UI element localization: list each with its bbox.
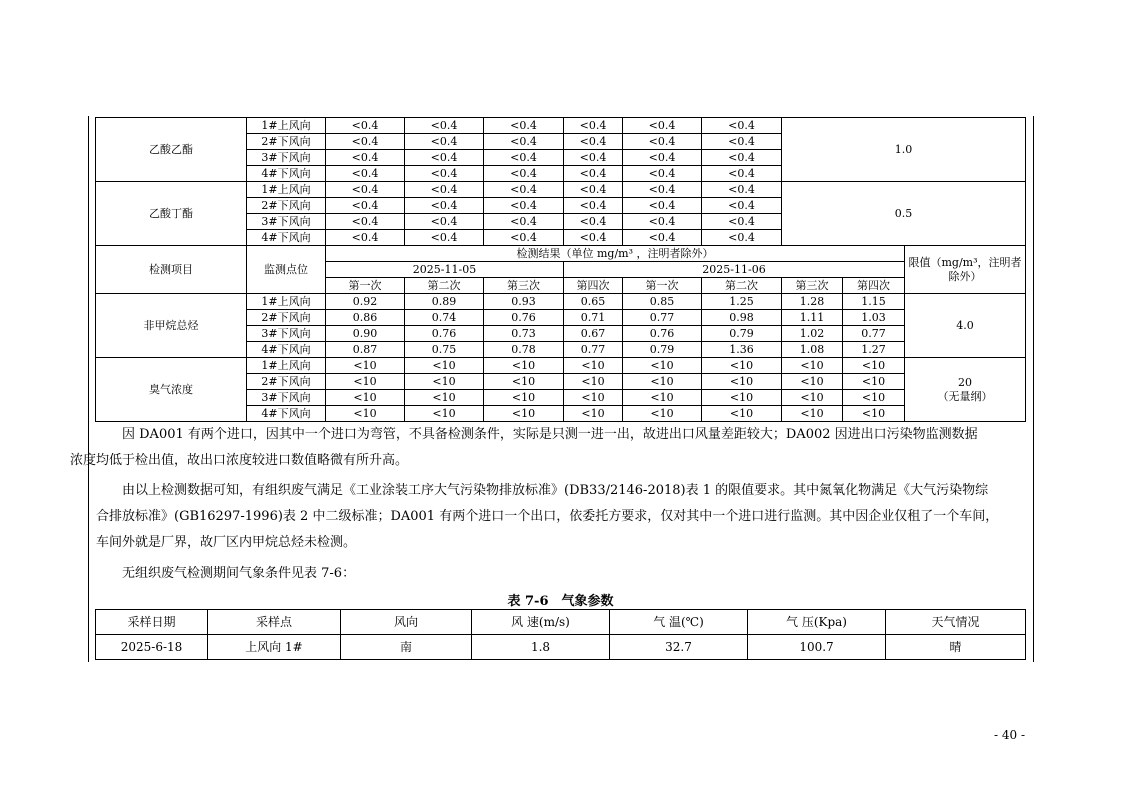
weather-header-cell: 风向	[341, 610, 472, 635]
header-item: 检测项目	[96, 246, 247, 294]
result-value: <0.4	[702, 118, 782, 134]
monitoring-point: 4#下风向	[247, 230, 326, 246]
result-value: <0.4	[405, 118, 484, 134]
result-value: 0.92	[326, 294, 405, 310]
table-row	[96, 182, 1026, 198]
page-number: - 40 -	[993, 728, 1025, 742]
result-value: <0.4	[623, 198, 702, 214]
monitoring-point: 4#下风向	[247, 342, 326, 358]
weather-cell: 晴	[886, 635, 1026, 660]
item-name: 非甲烷总烃	[96, 294, 247, 358]
result-value: 0.86	[326, 310, 405, 326]
result-value: <0.4	[702, 198, 782, 214]
result-value: <10	[564, 406, 623, 422]
result-value: <0.4	[702, 182, 782, 198]
result-value: 0.65	[564, 294, 623, 310]
result-value: <10	[843, 390, 905, 406]
result-value: <0.4	[405, 134, 484, 150]
weather-header-cell: 风 速(m/s)	[472, 610, 610, 635]
monitoring-point: 2#下风向	[247, 134, 326, 150]
result-value: <0.4	[623, 118, 702, 134]
weather-cell: 1.8	[472, 635, 610, 660]
result-value: <10	[782, 406, 843, 422]
limit-unit: （无量纲）	[937, 389, 993, 403]
monitoring-point: 3#下风向	[247, 214, 326, 230]
paragraph-1-line-1: 因 DA001 有两个进口，因其中一个进口为弯管，不具备检测条件，实际是只测一进一出，故进出口风量差距较大；DA002 因进出口污染物监测数据	[122, 427, 978, 442]
result-value: <0.4	[484, 182, 564, 198]
result-value: <10	[405, 390, 484, 406]
header-date: 2025-11-05	[326, 262, 564, 278]
result-value: <0.4	[702, 134, 782, 150]
result-value: 0.76	[405, 326, 484, 342]
limit-number: 20	[958, 375, 973, 389]
header-date: 2025-11-06	[564, 262, 905, 278]
result-value: 1.15	[843, 294, 905, 310]
item-name: 臭气浓度	[96, 358, 247, 422]
result-value: <0.4	[484, 118, 564, 134]
result-value: 0.67	[564, 326, 623, 342]
result-value: 0.77	[564, 342, 623, 358]
result-value: <0.4	[702, 166, 782, 182]
result-value: <0.4	[405, 214, 484, 230]
result-value: 1.11	[782, 310, 843, 326]
result-value: <10	[326, 374, 405, 390]
result-value: <10	[843, 358, 905, 374]
result-value: <0.4	[564, 230, 623, 246]
weather-table	[95, 609, 1026, 660]
result-value: 0.73	[484, 326, 564, 342]
header-time: 第一次	[326, 278, 405, 294]
result-value: <10	[405, 406, 484, 422]
result-value: 0.89	[405, 294, 484, 310]
weather-header-cell: 天气情况	[886, 610, 1026, 635]
result-value: <0.4	[326, 166, 405, 182]
limit-value: 1.0	[782, 118, 1026, 182]
limit-value	[905, 294, 1026, 358]
result-value: <10	[564, 390, 623, 406]
weather-header-cell: 采样日期	[96, 610, 208, 635]
weather-header-cell: 采样点	[208, 610, 341, 635]
header-limit: 限值（mg/m³，注明者除外）	[905, 246, 1026, 294]
result-value: 1.08	[782, 342, 843, 358]
result-value: <10	[484, 390, 564, 406]
monitoring-point: 4#下风向	[247, 406, 326, 422]
result-value: 1.25	[702, 294, 782, 310]
result-value: <10	[702, 374, 782, 390]
limit-value	[905, 358, 1026, 422]
result-value: 0.85	[623, 294, 702, 310]
weather-cell: 南	[341, 635, 472, 660]
result-value: 0.79	[702, 326, 782, 342]
paragraph-2-line-2: 合排放标准》(GB16297-1996)表 2 中二级标准；DA001 有两个进口一个出口，依委托方要求，仅对其中一个进口进行监测。其中因企业仅租了一个车间，	[96, 509, 999, 524]
result-value: <0.4	[623, 182, 702, 198]
result-value: <0.4	[405, 182, 484, 198]
result-value: <10	[623, 374, 702, 390]
monitoring-point: 4#下风向	[247, 166, 326, 182]
result-value: <10	[484, 406, 564, 422]
result-value: <0.4	[484, 150, 564, 166]
weather-cell: 上风向 1#	[208, 635, 341, 660]
monitoring-point: 1#上风向	[247, 118, 326, 134]
limit-number: 4.0	[956, 318, 974, 332]
limit-value: 0.5	[782, 182, 1026, 246]
result-value: <10	[702, 358, 782, 374]
result-value: 0.90	[326, 326, 405, 342]
result-value: <0.4	[326, 214, 405, 230]
result-value: <10	[702, 390, 782, 406]
header-time: 第三次	[782, 278, 843, 294]
result-value: <10	[782, 390, 843, 406]
result-value: <0.4	[623, 230, 702, 246]
monitoring-point: 3#下风向	[247, 150, 326, 166]
header-time: 第一次	[623, 278, 702, 294]
result-value: 1.02	[782, 326, 843, 342]
result-value: <0.4	[326, 150, 405, 166]
result-value: 1.27	[843, 342, 905, 358]
result-value: <0.4	[702, 214, 782, 230]
paragraph-3: 无组织废气检测期间气象条件见表 7-6：	[122, 566, 356, 581]
header-time: 第二次	[405, 278, 484, 294]
weather-header-cell: 气 温(℃)	[610, 610, 748, 635]
result-value: 0.74	[405, 310, 484, 326]
item-name: 乙酸丁酯	[96, 182, 247, 246]
header-row	[96, 246, 1026, 262]
result-value: <10	[702, 406, 782, 422]
header-time: 第三次	[484, 278, 564, 294]
result-value: <0.4	[326, 230, 405, 246]
result-value: <0.4	[623, 150, 702, 166]
result-value: 0.79	[623, 342, 702, 358]
result-value: 0.98	[702, 310, 782, 326]
result-value: 0.76	[484, 310, 564, 326]
result-value: <10	[623, 358, 702, 374]
result-value: <10	[405, 358, 484, 374]
table-row	[96, 358, 1026, 374]
result-value: 0.77	[843, 326, 905, 342]
result-value: 0.77	[623, 310, 702, 326]
result-value: <0.4	[484, 214, 564, 230]
monitoring-point: 3#下风向	[247, 390, 326, 406]
result-value: <10	[564, 358, 623, 374]
result-value: <0.4	[564, 214, 623, 230]
header-time: 第四次	[564, 278, 623, 294]
paragraph-2	[96, 478, 1026, 556]
result-value: 1.03	[843, 310, 905, 326]
header-point: 监测点位	[247, 246, 326, 294]
result-value: <10	[326, 390, 405, 406]
result-value: <0.4	[623, 166, 702, 182]
result-value: <10	[326, 406, 405, 422]
monitoring-point: 1#上风向	[247, 182, 326, 198]
result-value: <0.4	[564, 150, 623, 166]
result-value: 0.87	[326, 342, 405, 358]
result-value: <10	[405, 374, 484, 390]
result-value: <10	[843, 406, 905, 422]
result-value: <0.4	[623, 134, 702, 150]
result-value: 1.36	[702, 342, 782, 358]
paragraph-1	[70, 422, 1026, 474]
result-value: <0.4	[564, 182, 623, 198]
header-time: 第四次	[843, 278, 905, 294]
monitoring-point: 2#下风向	[247, 198, 326, 214]
result-value: <0.4	[564, 134, 623, 150]
result-value: <0.4	[484, 230, 564, 246]
header-result: 检测结果（单位 mg/m³ ，注明者除外）	[326, 246, 905, 262]
result-value: <0.4	[326, 134, 405, 150]
result-value: <0.4	[405, 166, 484, 182]
result-value: <10	[843, 374, 905, 390]
result-value: 1.28	[782, 294, 843, 310]
result-value: <0.4	[405, 198, 484, 214]
result-value: <0.4	[702, 150, 782, 166]
paragraph-2-line-1: 由以上检测数据可知，有组织废气满足《工业涂装工序大气污染物排放标准》(DB33/2146-2018)表 1 的限值要求。其中氮氧化物满足《大气污染物综	[122, 483, 989, 498]
result-value: <10	[782, 358, 843, 374]
weather-data-row	[96, 635, 1026, 660]
result-value: <10	[484, 374, 564, 390]
result-value: <0.4	[405, 230, 484, 246]
result-value: <0.4	[484, 166, 564, 182]
result-value: <0.4	[564, 118, 623, 134]
result-value: <0.4	[326, 118, 405, 134]
table-row	[96, 294, 1026, 310]
result-value: 0.76	[623, 326, 702, 342]
result-value: <0.4	[326, 182, 405, 198]
result-value: <10	[782, 374, 843, 390]
table-row	[96, 118, 1026, 134]
weather-header-cell: 气 压(Kpa)	[748, 610, 886, 635]
result-value: <10	[623, 390, 702, 406]
result-value: <10	[484, 358, 564, 374]
monitoring-results-table	[95, 117, 1026, 422]
result-value: <10	[623, 406, 702, 422]
result-value: <0.4	[484, 198, 564, 214]
item-name: 乙酸乙酯	[96, 118, 247, 182]
result-value: <0.4	[326, 198, 405, 214]
monitoring-point: 1#上风向	[247, 294, 326, 310]
monitoring-point: 3#下风向	[247, 326, 326, 342]
result-value: <0.4	[623, 214, 702, 230]
weather-cell: 100.7	[748, 635, 886, 660]
monitoring-point: 1#上风向	[247, 358, 326, 374]
result-value: <0.4	[702, 230, 782, 246]
result-value: <0.4	[405, 150, 484, 166]
result-value: 0.75	[405, 342, 484, 358]
result-value: <10	[326, 358, 405, 374]
result-value: 0.78	[484, 342, 564, 358]
weather-cell: 2025-6-18	[96, 635, 208, 660]
monitoring-point: 2#下风向	[247, 310, 326, 326]
result-value: <0.4	[484, 134, 564, 150]
header-time: 第二次	[702, 278, 782, 294]
result-value: 0.93	[484, 294, 564, 310]
result-value: 0.71	[564, 310, 623, 326]
weather-header-row	[96, 610, 1026, 635]
result-value: <0.4	[564, 198, 623, 214]
table-caption: 表 7-6 气象参数	[507, 594, 614, 609]
result-value: <10	[564, 374, 623, 390]
weather-cell: 32.7	[610, 635, 748, 660]
monitoring-point: 2#下风向	[247, 374, 326, 390]
result-value: <0.4	[564, 166, 623, 182]
paragraph-2-line-3: 车间外就是厂界，故厂区内甲烷总烃未检测。	[96, 535, 357, 550]
paragraph-1-line-2: 浓度均低于检出值，故出口浓度较进口数值略微有所升高。	[70, 453, 409, 468]
